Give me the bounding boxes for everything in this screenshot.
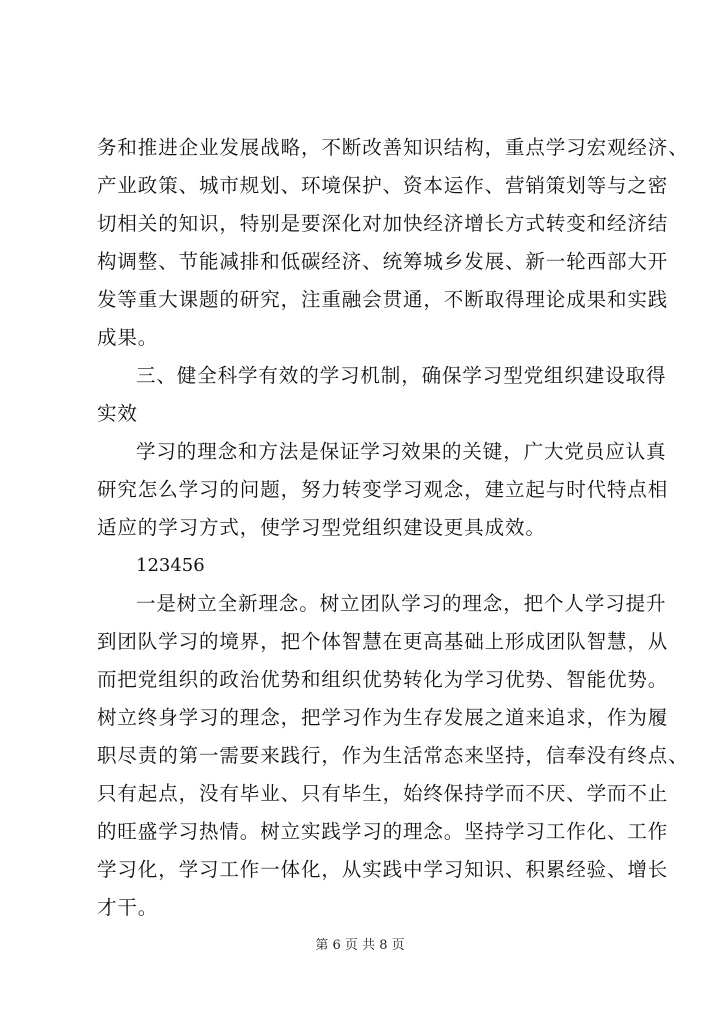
- text-line: 才干。: [97, 896, 159, 919]
- text-line: 产业政策、城市规划、环境保护、资本运作、营销策划等与之密: [97, 174, 669, 197]
- text-line: 只有起点，没有毕业、只有毕生，始终保持学而不厌、学而不止: [97, 782, 669, 805]
- text-line: 的旺盛学习热情。树立实践学习的理念。坚持学习工作化、工作: [97, 820, 669, 843]
- section-heading: 三、健全科学有效的学习机制，确保学习型党组织建设取得: [136, 364, 667, 387]
- text-line: 而把党组织的政治优势和组织优势转化为学习优势、智能优势。: [97, 668, 669, 691]
- text-line: 研究怎么学习的问题，努力转变学习观念，建立起与时代特点相: [97, 478, 669, 501]
- section-heading-continued: 实效: [97, 402, 138, 425]
- text-line: 适应的学习方式，使学习型党组织建设更具成效。: [97, 516, 546, 539]
- text-line: 一是树立全新理念。树立团队学习的理念，把个人学习提升: [136, 592, 667, 615]
- text-line: 务和推进企业发展战略，不断改善知识结构，重点学习宏观经济、: [97, 136, 689, 159]
- text-line: 职尽责的第一需要来践行，作为生活常态来坚持，信奉没有终点、: [97, 744, 689, 767]
- text-line: 到团队学习的境界，把个体智慧在更高基础上形成团队智慧，从: [97, 630, 669, 653]
- text-line: 构调整、节能减排和低碳经济、统筹城乡发展、新一轮西部大开: [97, 250, 669, 273]
- text-line: 学习化，学习工作一体化，从实践中学习知识、积累经验、增长: [97, 858, 669, 881]
- page-number-footer: 第 6 页 共 8 页: [315, 938, 405, 953]
- text-line: 发等重大课题的研究，注重融会贯通，不断取得理论成果和实践: [97, 288, 669, 311]
- text-line: 成果。: [97, 326, 159, 349]
- body-text: [97, 129, 689, 927]
- text-line: 学习的理念和方法是保证学习效果的关键，广大党员应认真: [136, 440, 667, 463]
- number-line: 123456: [136, 555, 205, 576]
- text-line: 树立终身学习的理念，把学习作为生存发展之道来追求，作为履: [97, 706, 669, 729]
- text-line: 切相关的知识，特别是要深化对加快经济增长方式转变和经济结: [97, 212, 669, 235]
